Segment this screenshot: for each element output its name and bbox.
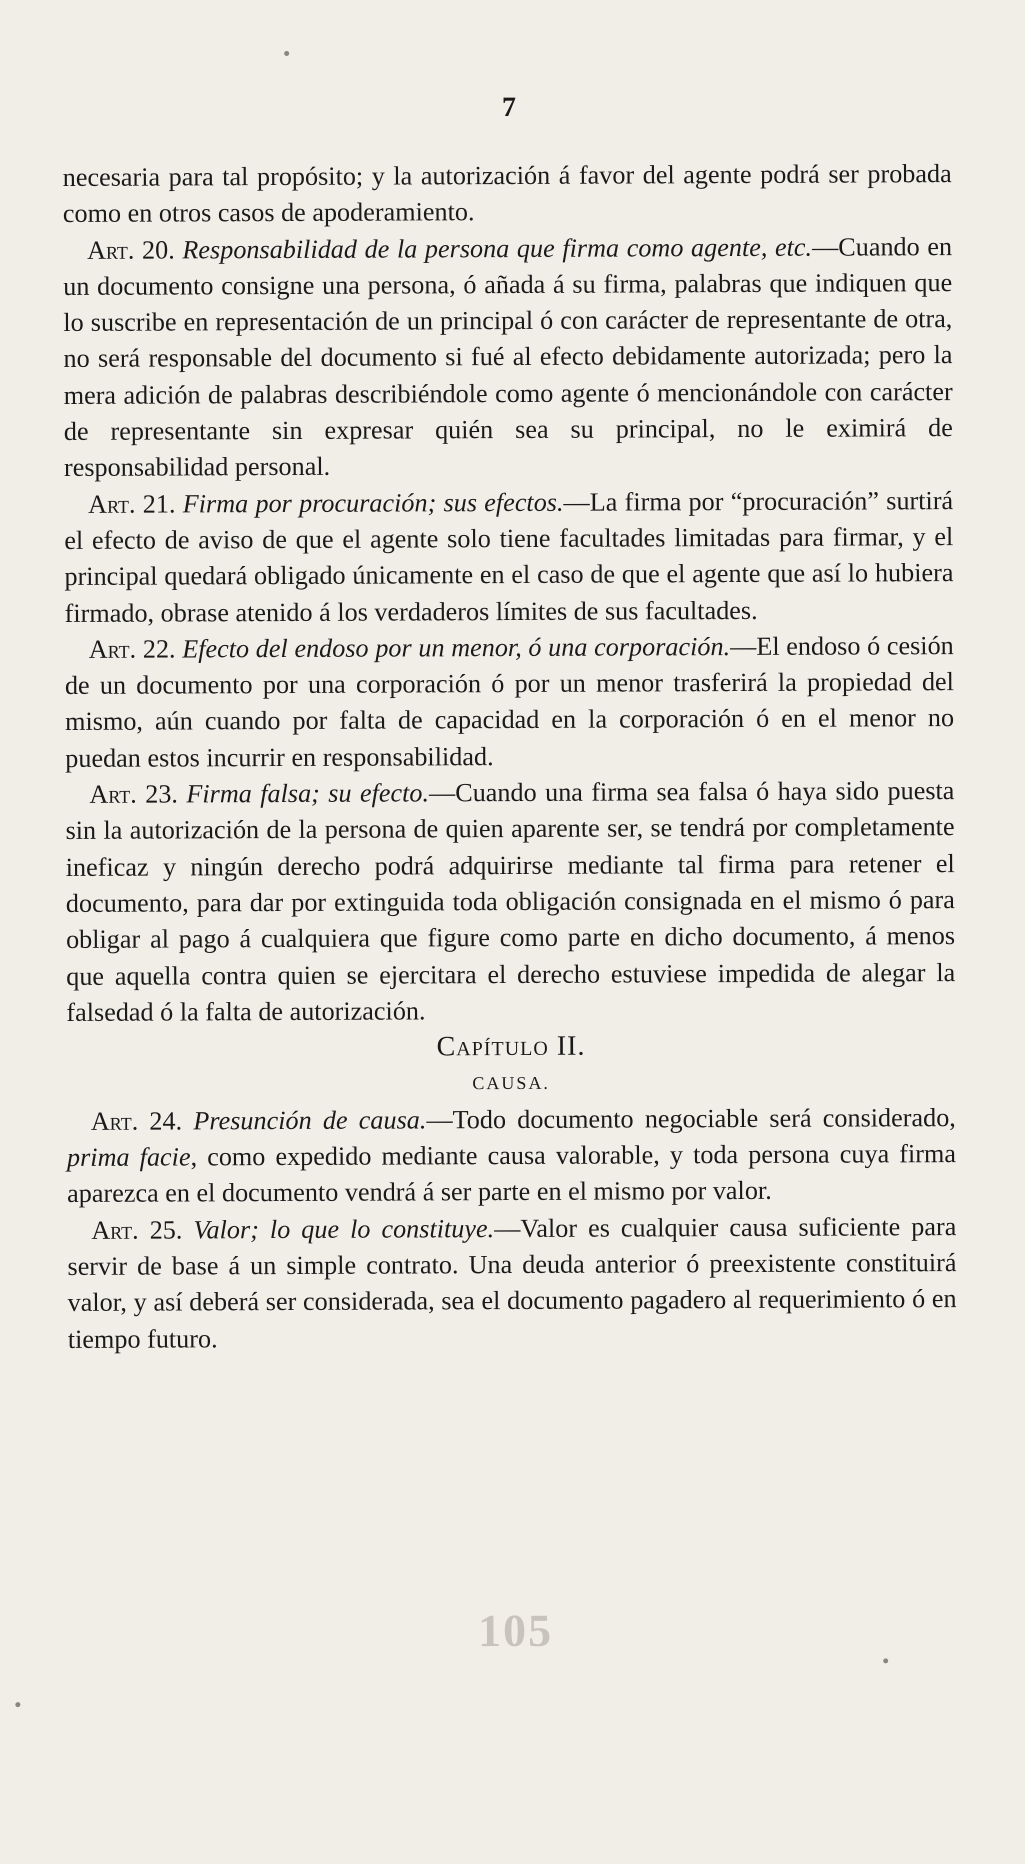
print-speck	[284, 51, 289, 56]
article-text: —El endoso ó cesión de un documento por una corporación ó por un menor trasferirá la propiedad del mismo, aún cuando por falta de capacidad en la corporación ó en el menor no puedan estos incurrir en responsabilidad.	[64, 630, 955, 773]
article-text: —Cuando en un documento consigne una persona, ó añada á su firma, palabras que indiquen que lo suscribe en representación de un principal ó con carácter de representante de otra, no será responsable del documento si fué al efecto debidamente autorizada; pero la mera adición de palabras describiéndole como agente ó mencionándole con carácter de representante sin expresar quién sea su principal, no le eximirá de responsabilidad personal.	[63, 231, 953, 483]
article-24	[67, 1100, 956, 1213]
article-text: —Cuando una firma sea falsa ó haya sido puesta sin la autorización de la persona de quien aparente ser, se tendrá por completamente ineficaz y ningún derecho podrá adquirirse mediante tal firma para retener el documento, para dar por extinguida toda obligación consignada en el mismo ó para obligar al pago á cualquiera que figure como parte en dicho documento, á menos que aquella contra quien se ejercitara el derecho estuviese impedida de alegar la falsedad ó la falta de autorización.	[65, 776, 956, 1027]
section-subheading: CAUSA.	[472, 1073, 550, 1094]
chapter-heading: Capítulo II.	[436, 1030, 586, 1063]
article-number: Art. 21.	[88, 489, 176, 519]
paragraph-continuation: necesaria para tal propósito; y la autorización á favor del agente podrá ser probada como en otros casos de apoderamiento.	[62, 159, 952, 229]
article-title: Firma por procuración; sus efectos.	[182, 487, 564, 519]
article-21	[64, 483, 954, 632]
article-number: Art. 20.	[86, 235, 175, 265]
article-23	[65, 773, 955, 1031]
article-title: Efecto del endoso por un menor, ó una corporación.	[182, 631, 731, 664]
page-number: 7	[501, 91, 516, 124]
article-title: Valor; lo que lo constituye.	[193, 1213, 495, 1245]
article-text: —Todo documento negociable será considerado,	[426, 1102, 956, 1135]
article-number: Art. 23.	[89, 779, 178, 809]
article-number: Art. 25.	[91, 1215, 183, 1245]
document-body	[63, 156, 957, 1358]
article-text: —La firma por “procuración” surtirá el efecto de aviso de que el agente solo tiene facultades limitadas para firmar, y el principal quedará obligado únicamente en el caso de que el agente que así lo hubiera firmado, obrase atenido á los verdaderos límites de sus facultades.	[64, 485, 954, 628]
print-speck	[15, 1702, 20, 1707]
article-title: Firma falsa; su efecto.	[186, 778, 430, 809]
folio-number: 105	[477, 1604, 554, 1657]
article-number: Art. 24.	[90, 1106, 183, 1136]
article-20	[63, 229, 953, 487]
article-title: Presunción de causa.	[193, 1105, 427, 1136]
article-22	[65, 628, 955, 777]
article-number: Art. 22.	[88, 634, 176, 664]
article-title: Responsabilidad de la persona que firma como agente, etc.	[182, 232, 813, 265]
latin-phrase: prima facie	[66, 1142, 191, 1172]
print-speck	[883, 1658, 888, 1663]
article-text: —Valor es cualquier causa suficiente para servir de base á un simple contrato. Una deuda anterior ó preexistente constituirá valor, y así deberá ser considerada, sea el documento pagadero al requerimiento ó en tiempo futuro.	[67, 1211, 957, 1354]
article-text: , como expedido mediante causa valorable, y toda persona cuya firma aparezca en el documento vendrá á ser parte en el mismo por valor.	[67, 1139, 957, 1209]
article-25	[67, 1209, 957, 1358]
